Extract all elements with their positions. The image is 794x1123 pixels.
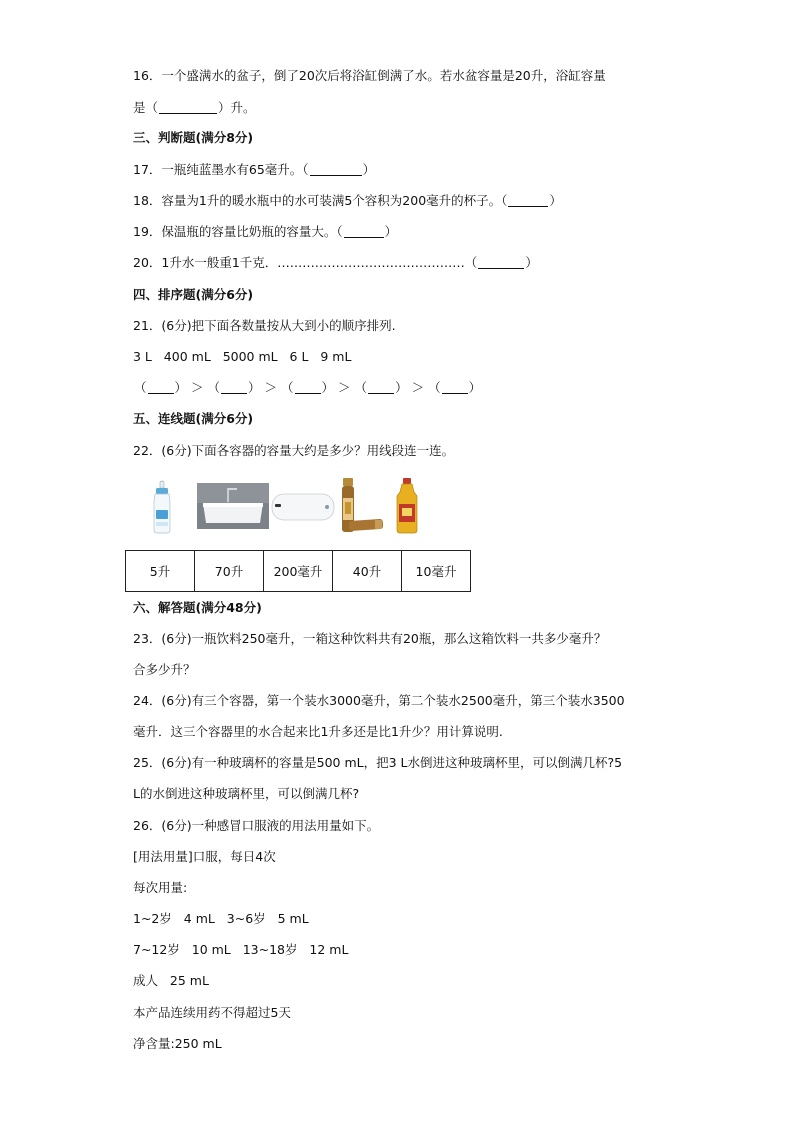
q22-container-images bbox=[133, 478, 473, 536]
q26-usage: [用法用量]口服，每日4次 bbox=[133, 849, 276, 864]
q20-answer-blank[interactable] bbox=[478, 256, 524, 269]
q26-dose-3: 成人 25 mL bbox=[133, 973, 209, 988]
q21-blank-3[interactable] bbox=[295, 381, 321, 394]
water-heater-icon[interactable] bbox=[271, 492, 335, 522]
q22-stem: 22．(6分)下面各容器的容量大约是多少？用线段连一连。 bbox=[133, 443, 455, 458]
q21-blank-2[interactable] bbox=[221, 381, 247, 394]
q18-text: 18．容量为1升的暖水瓶中的水可装满5个容积为200毫升的杯子。（ bbox=[133, 193, 508, 208]
answer-cell-3[interactable]: 200毫升 bbox=[264, 551, 333, 592]
oral-liquid-vial-icon[interactable] bbox=[335, 478, 383, 534]
answer-cell-1[interactable]: 5升 bbox=[126, 551, 195, 592]
q16-post: ）升。 bbox=[218, 100, 256, 115]
q21-items: 3 L 400 mL 5000 mL 6 L 9 mL bbox=[133, 349, 352, 364]
q19-answer-blank[interactable] bbox=[344, 225, 384, 238]
q21-blank-4[interactable] bbox=[368, 381, 394, 394]
q17 bbox=[133, 162, 375, 178]
q26-dose-2: 7~12岁 10 mL 13~18岁 12 mL bbox=[133, 942, 349, 957]
answer-cell-4[interactable]: 40升 bbox=[333, 551, 402, 592]
greater-than-2: ＞ bbox=[264, 380, 278, 395]
q24-line2: 毫升．这三个容器里的水合起来比1升多还是比1升少？用计算说明. bbox=[133, 724, 503, 739]
q26-limit: 本产品连续用药不得超过5天 bbox=[133, 1005, 291, 1020]
q25-line1: 25．(6分)有一种玻璃杯的容量是500 mL，把3 L水倒进这种玻璃杯里，可以倒满几杯?5 bbox=[133, 755, 623, 770]
q26-stem: 26．(6分)一种感冒口服液的用法用量如下。 bbox=[133, 818, 380, 833]
q19-close: ） bbox=[384, 224, 398, 239]
q20 bbox=[133, 255, 538, 271]
section-6-heading: 六、解答题(满分48分) bbox=[133, 600, 262, 615]
greater-than-4: ＞ bbox=[411, 380, 425, 395]
section-3-heading: 三、判断题(满分8分) bbox=[133, 130, 254, 145]
q17-close: ） bbox=[362, 162, 376, 177]
table-row bbox=[126, 551, 471, 592]
q25-line2: L的水倒进这种玻璃杯里，可以倒满几杯? bbox=[133, 786, 360, 801]
q26-dose-1: 1~2岁 4 mL 3~6岁 5 mL bbox=[133, 911, 309, 926]
q21-blank-5[interactable] bbox=[442, 381, 468, 394]
q16-pre: 是（ bbox=[133, 100, 159, 115]
q26-dose-title: 每次用量: bbox=[133, 880, 188, 895]
q18-close: ） bbox=[549, 193, 562, 208]
q19-text: 19．保温瓶的容量比奶瓶的容量大。（ bbox=[133, 224, 343, 239]
greater-than-1: ＞ bbox=[191, 380, 204, 395]
answer-cell-5[interactable]: 10毫升 bbox=[402, 551, 471, 592]
answer-cell-2[interactable]: 70升 bbox=[195, 551, 264, 592]
q20-close: ） bbox=[525, 255, 538, 270]
q26-net: 净含量:250 mL bbox=[133, 1036, 222, 1051]
q17-answer-blank[interactable] bbox=[310, 163, 362, 176]
section-5-heading: 五、连线题(满分6分) bbox=[133, 411, 254, 426]
baby-bottle-icon[interactable] bbox=[149, 480, 175, 534]
oil-bottle-icon[interactable] bbox=[393, 478, 421, 534]
greater-than-3: ＞ bbox=[338, 380, 351, 395]
q19 bbox=[133, 224, 397, 240]
q23-line2: 合多少升？ bbox=[133, 662, 196, 677]
section-4-heading: 四、排序题(满分6分) bbox=[133, 287, 254, 302]
bathtub-icon[interactable] bbox=[197, 483, 269, 529]
q17-text: 17．一瓶纯蓝墨水有65毫升。（ bbox=[133, 162, 309, 177]
q21-order-blanks: （ ） ＞ （ ） ＞ （ ） ＞ （ ） ＞ （ ） bbox=[134, 380, 482, 395]
q21-blank-1[interactable] bbox=[148, 381, 174, 394]
q16-answer-blank[interactable] bbox=[159, 101, 217, 114]
q16-line2 bbox=[133, 100, 256, 116]
q20-text: 20．1升水一般重1千克．………………………………………（ bbox=[133, 255, 478, 270]
q18-answer-blank[interactable] bbox=[508, 194, 548, 207]
q24-line1: 24．(6分)有三个容器，第一个装水3000毫升，第二个装水2500毫升，第三个装水3500 bbox=[133, 693, 625, 708]
q16-line1: 16．一个盛满水的盆子，倒了20次后将浴缸倒满了水。若水盆容量是20升，浴缸容量 bbox=[133, 68, 606, 83]
q23-line1: 23．(6分)一瓶饮料250毫升，一箱这种饮料共有20瓶，那么这箱饮料一共多少毫升？ bbox=[133, 631, 607, 646]
q22-answers-table bbox=[125, 550, 471, 592]
q21-stem: 21．(6分)把下面各数量按从大到小的顺序排列. bbox=[133, 318, 396, 333]
q18 bbox=[133, 193, 562, 209]
